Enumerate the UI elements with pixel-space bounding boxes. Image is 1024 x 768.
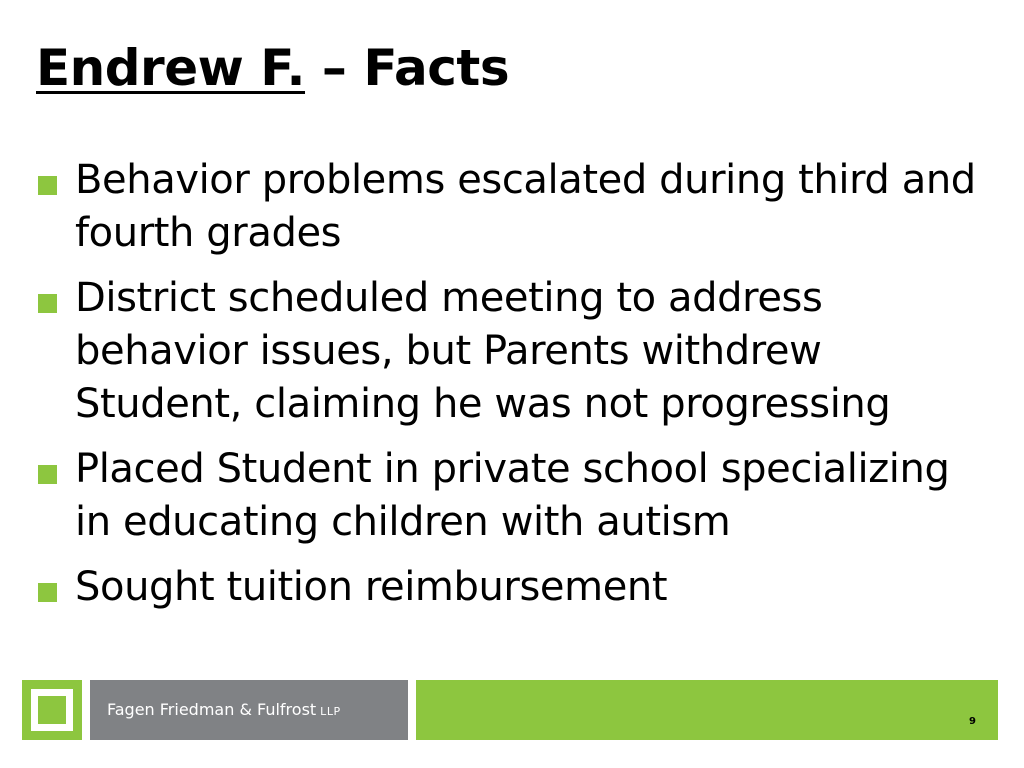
green-square-bullet-icon: [38, 176, 57, 195]
page-number: 9: [969, 716, 976, 727]
logo-inner-frame: [31, 689, 73, 731]
firm-name-suffix: LLP: [316, 705, 341, 718]
bullet-text: District scheduled meeting to address behavior issues, but Parents withdrew Student, claiming he was not progressing: [75, 275, 891, 427]
bullet-item: [38, 154, 978, 260]
bullet-item: [38, 443, 978, 549]
green-square-bullet-icon: [38, 294, 57, 313]
firm-name: [107, 699, 341, 723]
footer-accent-bar: [416, 680, 998, 740]
bullet-text: Placed Student in private school specializing in educating children with autism: [75, 446, 950, 545]
slide-title-case-name: Endrew F.: [36, 39, 306, 97]
slide-title: [36, 36, 509, 100]
bullet-list: [38, 154, 978, 626]
green-square-bullet-icon: [38, 583, 57, 602]
slide-title-rest: – Facts: [305, 39, 510, 97]
green-square-bullet-icon: [38, 465, 57, 484]
nested-squares-logo-icon: [22, 680, 82, 740]
bullet-item: [38, 561, 978, 614]
logo-inner-square: [38, 696, 66, 724]
bullet-text: Sought tuition reimbursement: [75, 564, 668, 610]
bullet-item: [38, 272, 978, 431]
firm-name-text: Fagen Friedman & Fulfrost: [107, 700, 317, 719]
firm-name-bar: [90, 680, 408, 740]
bullet-text: Behavior problems escalated during third and fourth grades: [75, 157, 976, 256]
